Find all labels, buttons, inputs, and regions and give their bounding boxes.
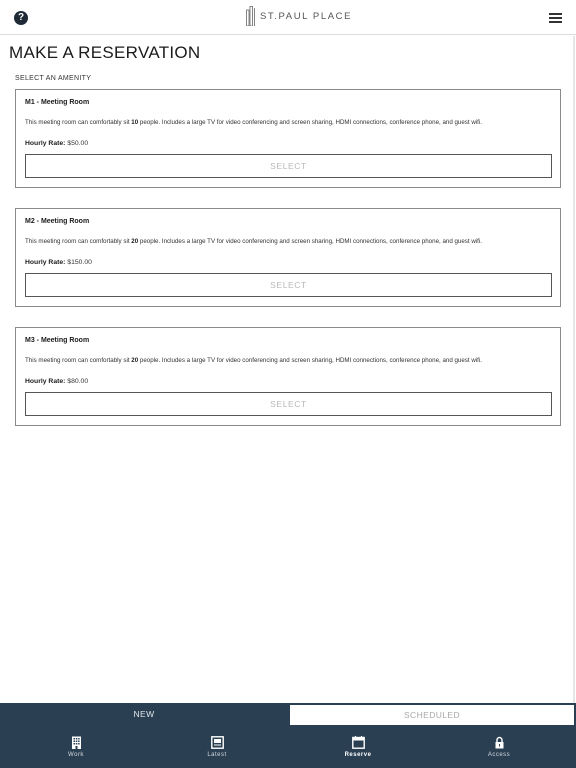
- app-header: [0, 0, 576, 35]
- page-title: MAKE A RESERVATION: [9, 43, 201, 62]
- rate-value: $150.00: [65, 259, 92, 266]
- amenity-name: M2 - Meeting Room: [25, 218, 90, 225]
- amenity-name: M3 - Meeting Room: [25, 337, 90, 344]
- segment-new[interactable]: NEW: [133, 709, 155, 719]
- amenity-card-m2: [15, 208, 561, 307]
- section-label: SELECT AN AMENITY: [15, 75, 92, 82]
- tab-label: Work: [68, 752, 84, 758]
- amenity-rate: Hourly Rate: $150.00: [25, 259, 92, 266]
- building-logo-icon: [246, 6, 256, 26]
- amenity-card-m1: [15, 89, 561, 188]
- select-button-m2[interactable]: SELECT: [25, 273, 552, 297]
- lock-icon: [493, 736, 506, 749]
- amenity-capacity: 10: [131, 119, 139, 126]
- newspaper-icon: [211, 736, 224, 749]
- rate-value: $80.00: [65, 378, 89, 385]
- rate-value: $50.00: [65, 140, 89, 147]
- segment-scheduled[interactable]: SCHEDULED: [289, 704, 575, 726]
- amenity-capacity: 20: [131, 238, 139, 245]
- tab-label: Access: [487, 752, 511, 758]
- brand-logo: [246, 5, 352, 27]
- amenity-description: This meeting room can comfortably sit 20 people. Includes a large TV for video conferencing and screen sharing, HDMI connections, conference phone, and guest wifi.: [25, 357, 482, 364]
- tab-reserve[interactable]: [328, 736, 388, 764]
- amenity-capacity: 20: [131, 357, 139, 364]
- amenity-rate: Hourly Rate: $80.00: [25, 378, 89, 385]
- help-icon[interactable]: ?: [14, 11, 28, 25]
- amenity-name: M1 - Meeting Room: [25, 99, 90, 106]
- brand-name: ST.PAUL PLACE: [260, 10, 353, 22]
- amenity-card-m3: [15, 327, 561, 426]
- tab-work[interactable]: [46, 736, 106, 764]
- tab-latest[interactable]: [187, 736, 247, 764]
- amenity-rate: Hourly Rate: $50.00: [25, 140, 89, 147]
- select-button-m3[interactable]: SELECT: [25, 392, 552, 416]
- calendar-icon: [352, 736, 365, 749]
- amenity-description: This meeting room can comfortably sit 20 people. Includes a large TV for video conferencing and screen sharing, HDMI connections, conference phone, and guest wifi.: [25, 238, 482, 245]
- tab-label: Latest: [207, 752, 227, 758]
- scrollbar-track[interactable]: [573, 36, 575, 703]
- tab-label: Reserve: [344, 752, 372, 758]
- tab-access[interactable]: [469, 736, 529, 764]
- hamburger-menu-icon[interactable]: [549, 13, 562, 23]
- amenity-description: This meeting room can comfortably sit 10 people. Includes a large TV for video conferencing and screen sharing, HDMI connections, conference phone, and guest wifi.: [25, 119, 482, 126]
- building-icon: [70, 736, 83, 749]
- bottom-navigation: [0, 703, 576, 768]
- select-button-m1[interactable]: SELECT: [25, 154, 552, 178]
